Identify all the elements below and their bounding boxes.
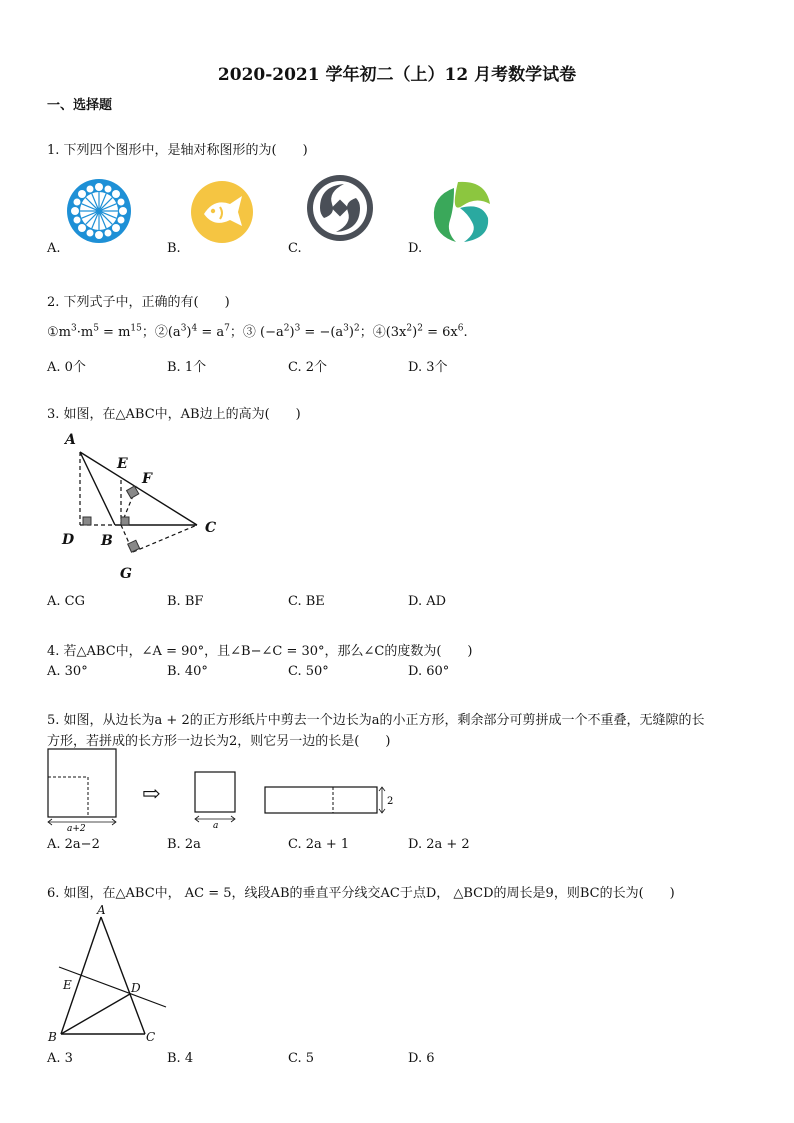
q6-label-a: A bbox=[97, 903, 106, 917]
q3-option-a[interactable]: A. CG bbox=[47, 594, 85, 609]
q4-option-a[interactable]: A. 30° bbox=[47, 664, 88, 679]
q3-label-b: B bbox=[101, 533, 113, 549]
q3-label-d: D bbox=[62, 532, 75, 548]
q5-option-a[interactable]: A. 2a−2 bbox=[47, 837, 100, 852]
q3-label-e: E bbox=[117, 456, 128, 472]
q4-option-c[interactable]: C. 50° bbox=[288, 664, 329, 679]
question-6-stem: 6. 如图，在△ABC中， AC = 5，线段AB的垂直平分线交AC于点D， △BCD的周长是9，则BC的长为( ) bbox=[47, 886, 675, 901]
page-title: 2020-2021 学年初二（上）12 月考数学试卷 bbox=[217, 65, 577, 85]
q4-option-b[interactable]: B. 40° bbox=[167, 664, 208, 679]
q6-label-c: C bbox=[146, 1030, 156, 1044]
q2-option-c[interactable]: C. 2个 bbox=[288, 360, 328, 375]
q5-option-c[interactable]: C. 2a + 1 bbox=[288, 837, 350, 852]
q1-option-a[interactable]: A. bbox=[47, 241, 61, 256]
coin-logo-icon bbox=[306, 174, 374, 242]
q6-option-d[interactable]: D. 6 bbox=[408, 1051, 435, 1066]
q5-arrow-icon: ⇨ bbox=[142, 782, 161, 807]
question-1-stem: 1. 下列四个图形中，是轴对称图形的为( ) bbox=[47, 143, 308, 158]
q3-label-f: F bbox=[142, 471, 152, 487]
flower-icon bbox=[66, 178, 132, 244]
q1-option-b[interactable]: B. bbox=[167, 241, 181, 256]
q4-option-d[interactable]: D. 60° bbox=[408, 664, 450, 679]
q6-label-d: D bbox=[131, 981, 141, 995]
q2-option-a[interactable]: A. 0个 bbox=[47, 360, 86, 375]
q6-label-b: B bbox=[48, 1030, 57, 1044]
q5-small-square-figure bbox=[194, 771, 238, 829]
q5-option-b[interactable]: B. 2a bbox=[167, 837, 201, 852]
q5-rectangle-figure bbox=[264, 786, 396, 816]
q5-small-label: a bbox=[213, 821, 219, 831]
q3-label-g: G bbox=[120, 566, 132, 582]
q2-option-d[interactable]: D. 3个 bbox=[408, 360, 448, 375]
q5-big-label: a+2 bbox=[67, 824, 86, 834]
q5-side-label: 2 bbox=[387, 796, 394, 807]
q6-option-b[interactable]: B. 4 bbox=[167, 1051, 194, 1066]
q3-label-c: C bbox=[205, 520, 217, 536]
q3-option-d[interactable]: D. AD bbox=[408, 594, 447, 609]
q6-option-c[interactable]: C. 5 bbox=[288, 1051, 315, 1066]
section-heading: 一、选择题 bbox=[47, 98, 113, 113]
q6-triangle-figure bbox=[45, 903, 175, 1047]
q5-option-d[interactable]: D. 2a + 2 bbox=[408, 837, 470, 852]
fish-icon bbox=[190, 180, 254, 244]
question-2-stem: 2. 下列式子中，正确的有( ) bbox=[47, 295, 230, 310]
q1-option-d[interactable]: D. bbox=[408, 241, 423, 256]
question-5-stem-line2: 方形，若拼成的长方形一边长为2，则它另一边的长是( ) bbox=[47, 734, 391, 749]
q2-option-b[interactable]: B. 1个 bbox=[167, 360, 207, 375]
leaf-logo-icon bbox=[428, 178, 492, 244]
q3-option-b[interactable]: B. BF bbox=[167, 594, 204, 609]
q6-label-e: E bbox=[63, 978, 72, 992]
q6-option-a[interactable]: A. 3 bbox=[47, 1051, 73, 1066]
q5-big-square-figure bbox=[47, 748, 119, 832]
question-4-stem: 4. 若△ABC中，∠A = 90°，且∠B−∠C = 30°，那么∠C的度数为( ) bbox=[47, 644, 473, 659]
q3-triangle-figure bbox=[55, 428, 225, 584]
q3-label-a: A bbox=[65, 432, 76, 448]
question-5-stem-line1: 5. 如图，从边长为a + 2的正方形纸片中剪去一个边长为a的小正方形，剩余部分可剪拼成一个不重叠，无缝隙的长 bbox=[47, 713, 705, 728]
question-2-expressions: $①m^3\cdot m^5 = m^{15}$；$②(a^3)^4 = a^7$；③ $(-a^2)^3 = -(a^3)^2$；$④(3x^2)^2 = 6x^6$. bbox=[47, 323, 468, 340]
question-3-stem: 3. 如图，在△ABC中，AB边上的高为( ) bbox=[47, 407, 301, 422]
q1-option-c[interactable]: C. bbox=[288, 241, 302, 256]
q3-option-c[interactable]: C. BE bbox=[288, 594, 325, 609]
